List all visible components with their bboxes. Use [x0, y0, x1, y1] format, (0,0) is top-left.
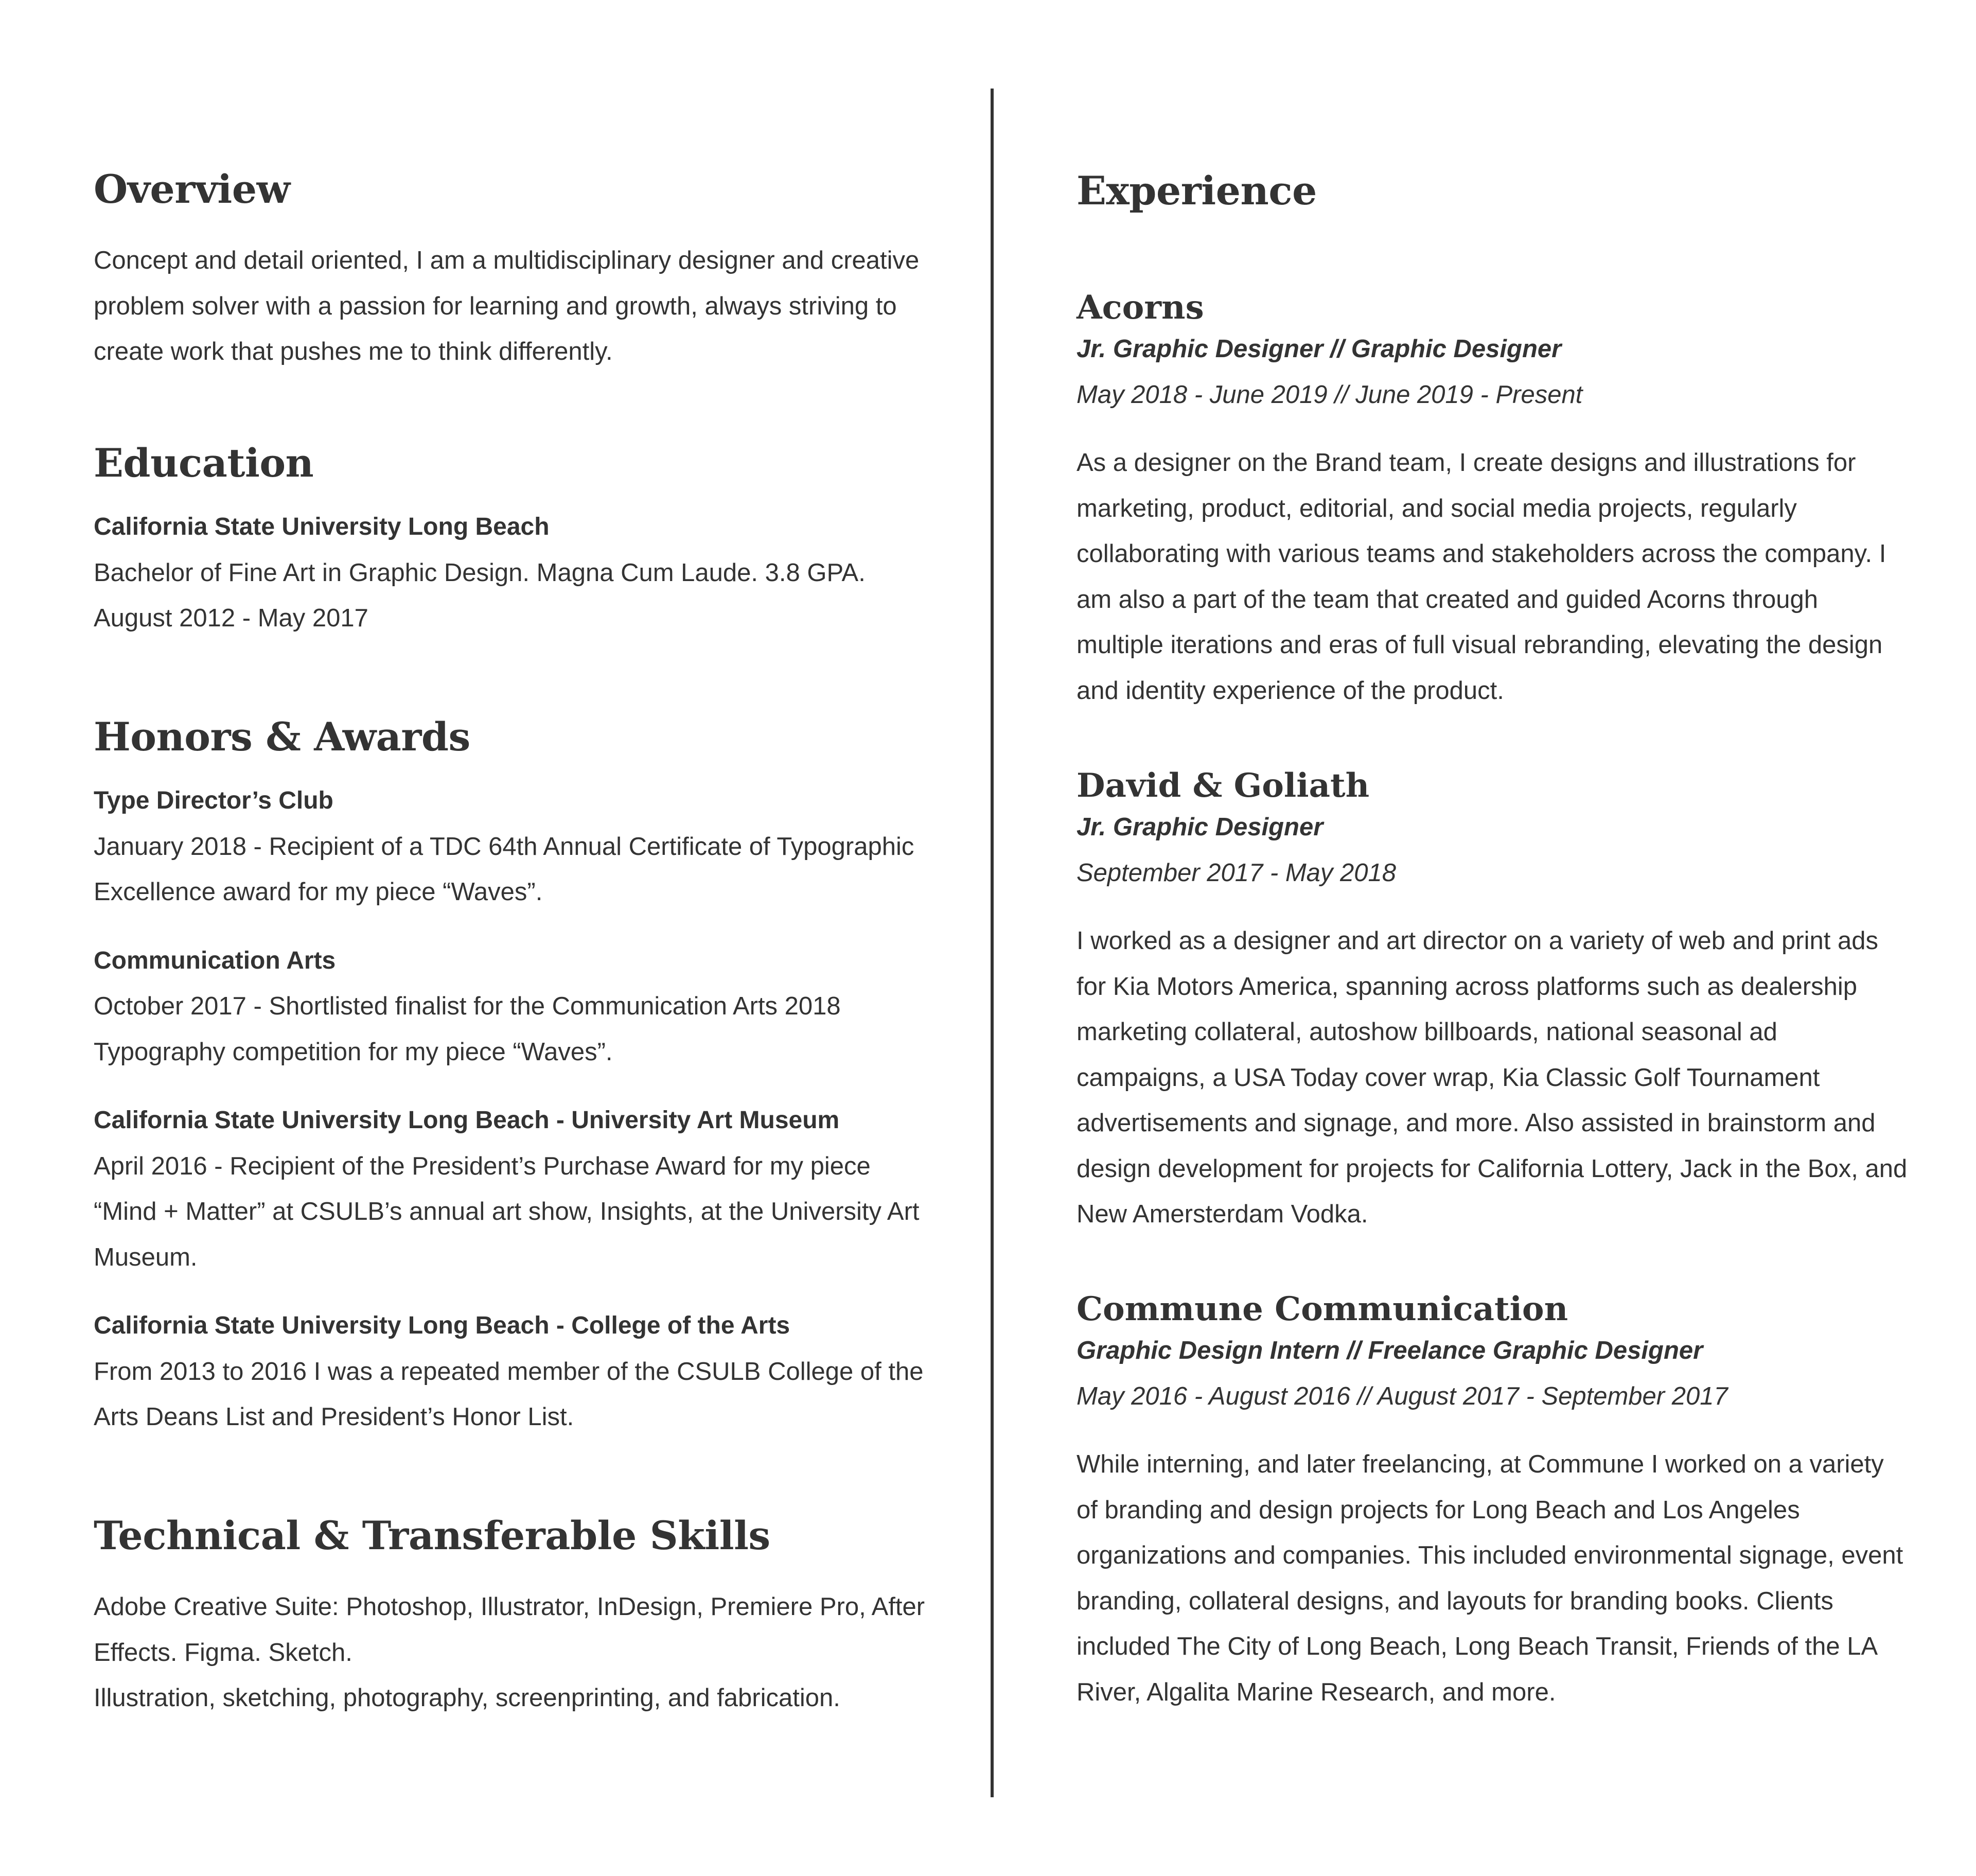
overview-heading: Overview — [94, 166, 290, 212]
honor-body: April 2016 - Recipient of the President’s Purchase Award for my piece “Mind + Matter” at CSULB’s annual art show, Insights, at the University Art Museum. — [94, 1152, 920, 1271]
honor-title: Communication Arts — [94, 946, 336, 974]
honor-body: October 2017 - Shortlisted finalist for the Communication Arts 2018 Typography competition for my piece “Waves”. — [94, 992, 841, 1066]
honor-body: January 2018 - Recipient of a TDC 64th Annual Certificate of Typographic Excellence award for my piece “Waves”. — [94, 832, 914, 906]
education-dates: August 2012 - May 2017 — [94, 604, 368, 632]
skills-software: Adobe Creative Suite: Photoshop, Illustrator, InDesign, Premiere Pro, After Effects. Figma. Sketch. — [94, 1593, 925, 1667]
job-entry — [1077, 766, 1910, 1237]
job-company: Commune Communication — [1077, 1290, 1568, 1328]
honors-section — [94, 714, 938, 1440]
honor-title: California State University Long Beach - University Art Museum — [94, 1107, 840, 1134]
honors-heading: Honors & Awards — [94, 714, 470, 760]
education-section — [94, 440, 938, 641]
skills-heading: Technical & Transferable Skills — [94, 1513, 770, 1558]
job-description: While interning, and later freelancing, at Commune I worked on a variety of branding and design projects for Long Beach and Los Angeles organizations and companies. This included environmental signage, event branding, collateral designs, and layouts for branding books. Clients included The City of Long Beach, Long Beach Transit, Friends of the LA River, Algalita Marine Research, and more. — [1077, 1450, 1903, 1706]
overview-body: Concept and detail oriented, I am a multidisciplinary designer and creative problem solver with a passion for learning and growth, always striving to create work that pushes me to think differently. — [94, 247, 920, 365]
job-entry — [1077, 1290, 1910, 1715]
job-roles: Jr. Graphic Designer — [1077, 813, 1324, 841]
job-dates: May 2016 - August 2016 // August 2017 - September 2017 — [1077, 1382, 1728, 1410]
skills-craft: Illustration, sketching, photography, screenprinting, and fabrication. — [94, 1684, 840, 1712]
experience-section — [1077, 168, 1910, 214]
job-company: Acorns — [1077, 288, 1204, 327]
skills-section — [94, 1513, 938, 1721]
job-roles: Graphic Design Intern // Freelance Graphic Designer — [1077, 1337, 1703, 1364]
honor-body: From 2013 to 2016 I was a repeated member of the CSULB College of the Arts Deans List and President’s Honor List. — [94, 1357, 924, 1431]
job-roles: Jr. Graphic Designer // Graphic Designer — [1077, 335, 1562, 363]
job-company: David & Goliath — [1077, 766, 1370, 805]
education-school: California State University Long Beach — [94, 513, 550, 540]
overview-section — [94, 166, 938, 375]
honor-item — [94, 938, 938, 1075]
honor-item — [94, 1303, 938, 1440]
experience-heading: Experience — [1077, 168, 1317, 214]
job-entry — [1077, 288, 1910, 713]
education-degree: Bachelor of Fine Art in Graphic Design. Magna Cum Laude. 3.8 GPA. — [94, 558, 866, 587]
honor-item — [94, 778, 938, 915]
honor-title: Type Director’s Club — [94, 787, 333, 814]
job-dates: May 2018 - June 2019 // June 2019 - Present — [1077, 380, 1583, 409]
honor-title: California State University Long Beach - College of the Arts — [94, 1312, 790, 1339]
honor-item — [94, 1098, 938, 1280]
column-divider — [991, 89, 994, 1797]
job-description: I worked as a designer and art director on a variety of web and print ads for Kia Motors America, spanning across platforms such as dealership marketing collateral, autoshow billboards, national seasonal ad campaigns, a USA Today cover wrap, Kia Classic Golf Tournament advertisements and signage, and more. Also assisted in brainstorm and design development for projects for California Lottery, Jack in the Box, and New Amersterdam Vodka. — [1077, 927, 1908, 1228]
job-dates: September 2017 - May 2018 — [1077, 858, 1397, 887]
education-heading: Education — [94, 440, 314, 486]
job-description: As a designer on the Brand team, I create designs and illustrations for marketing, product, editorial, and social media projects, regularly collaborating with various teams and stakeholders across the company. I am also a part of the team that created and guided Acorns through multiple iterations and eras of full visual rebranding, elevating the design and identity experience of the product. — [1077, 449, 1886, 705]
